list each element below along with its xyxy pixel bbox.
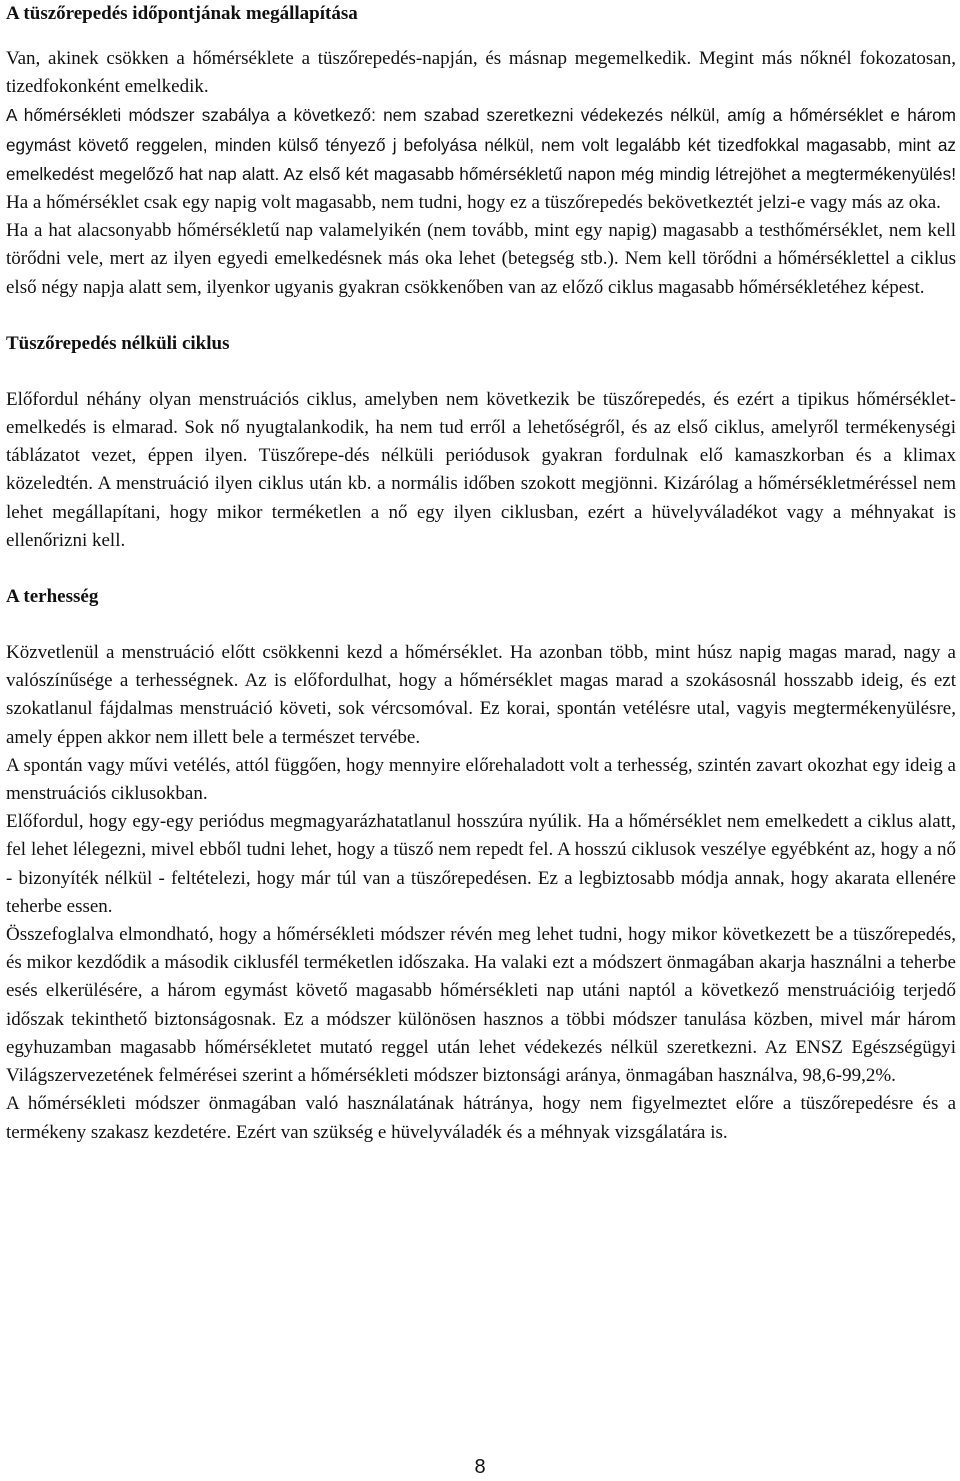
paragraph-anovulatory-cycle: Előfordul néhány olyan menstruációs ciklus, amelyben nem következik be tüszőrepedés, és ezért a tipikus hőmérséklet-emelkedés is elmarad. Sok nő nyugtalankodik, ha nem tud erről a lehetőségről, és az első ciklus, amelyről termékenységi táblázatot vezet, éppen ilyen. Tüszőrepe-dés nélküli periódusok gyakran fordulnak elő kamaszkorban és a klimax közeledtén. A menstruáció ilyen ciklus után kb. a normális időben szokott megjönni. Kizárólag a hőmérsékletméréssel nem lehet megállapítani, hogy mikor terméketlen a nő egy ilyen ciklusban, ezért a hüvelyváladékot vagy a méhnyakat is ellenőrizni kell. [6, 388, 956, 551]
paragraph-temperature-rule [6, 101, 956, 217]
paragraph-pregnancy-signs: Közvetlenül a menstruáció előtt csökkenni kezd a hőmérséklet. Ha azonban több, mint húsz napig magas marad, nagy a valószínűsége a terhességnek. Az is előfordulhat, hogy a hőmérséklet magas marad a szokásosnál hosszabb ideig, és ezt szokatlanul fájdalmas menstruáció követi, sok vércsomóval. Ez korai, spontán vetélésre utal, vagyis megtermékenyülésre, amely éppen akkor nem illett bele a természet tervébe. [6, 642, 956, 748]
paragraph-abortion-effects: A spontán vagy művi vetélés, attól függően, hogy mennyire előrehaladott volt a terhesség, szintén zavart okozhat egy ideig a menstruációs ciklusokban. [6, 754, 956, 805]
paragraph-temperature-variation: Van, akinek csökken a hőmérséklete a tüszőrepedés-napján, és másnap megemelkedik. Megint más nőknél fokozatosan, tizedfokonként emelkedik. [6, 48, 956, 98]
document-page [6, 0, 956, 1147]
paragraph-disadvantage: A hőmérsékleti módszer önmagában való használatának hátránya, hogy nem figyelmeztet előre a tüszőrepedésre és a termékeny szakasz kezdetére. Ezért van szükség e hüvelyváladék és a méhnyak vizsgálatára is. [6, 1093, 956, 1143]
paragraph-long-cycles: Előfordul, hogy egy-egy periódus megmagyarázhatatlanul hosszúra nyúlik. Ha a hőmérséklet nem emelkedett a ciklus alatt, fel lehet lélegezni, mivel ebből tudni lehet, hogy a tüsző nem repedt fel. A hosszú ciklusok veszélye egyébként az, hogy a nő - bizonyíték nélkül - feltételezi, hogy már túl van a tüszőrepedésen. Ez a legbiztosabb módja annak, hogy akarata ellenére teherbe essen. [6, 811, 956, 917]
section-heading-anovulatory-cycle: Tüszőrepedés nélküli ciklus [6, 332, 230, 354]
section-heading-follicle-rupture-timing: A tüszőrepedés időpontjának megállapítása [6, 3, 358, 24]
paragraph-temperature-rule-sans: A hőmérsékleti módszer szabálya a következő: nem szabad szeretkezni védekezés nélkül, amíg a hőmérséklet e három egymást követő reggelen, minden külső tényező j befolyása nélkül, nem volt legalább két tizedfokkal magasabb, mint az emelkedést megelőző hat nap alatt. Az első két magasabb hőmérsékletű napon még mindig létrejöhet a megtermékenyülés! [6, 105, 956, 184]
page-number: 8 [474, 1456, 486, 1478]
paragraph-low-temperature-days: Ha a hat alacsonyabb hőmérsékletű nap valamelyikén (nem tovább, mint egy napig) magasabb a testhőmérséklet, nem kell törődni vele, mert az ilyen egyedi emelkedésnek más oka lehet (betegség stb.). Nem kell törődni a hőmérséklettel a ciklus első négy napja alatt sem, ilyenkor ugyanis gyakran csökkenőben van az előző ciklus magasabb hőmérsékletéhez képest. [6, 220, 956, 298]
paragraph-summary: Összefoglalva elmondható, hogy a hőmérsékleti módszer révén meg lehet tudni, hogy mikor következett be a tüszőrepedés, és mikor kezdődik a második ciklusfél terméketlen időszaka. Ha valaki ezt a módszert önmagában akarja használni a teherbe esés elkerülésére, a három egymást követő magasabb hőmérsékleti nap utáni naptól a következő menstruációig terjedő időszak tekinthető biztonságosnak. Ez a módszer különösen hasznos a többi módszer tanulása közben, mivel már három egyhuzamban magasabb hőmérsékletet mutató reggel után lehet védekezés nélkül szeretkezni. Az ENSZ Egészségügyi Világszervezetének felmérései szerint a hőmérsékleti módszer biztonsági aránya, önmagában használva, 98,6-99,2%. [6, 924, 956, 1087]
section-heading-pregnancy: A terhesség [6, 586, 99, 608]
paragraph-temperature-rule-serif: Ha a hőmérséklet csak egy napig volt magasabb, nem tudni, hogy ez a tüszőrepedés bekövetkeztét jelzi-e vagy más az oka. [6, 192, 941, 214]
